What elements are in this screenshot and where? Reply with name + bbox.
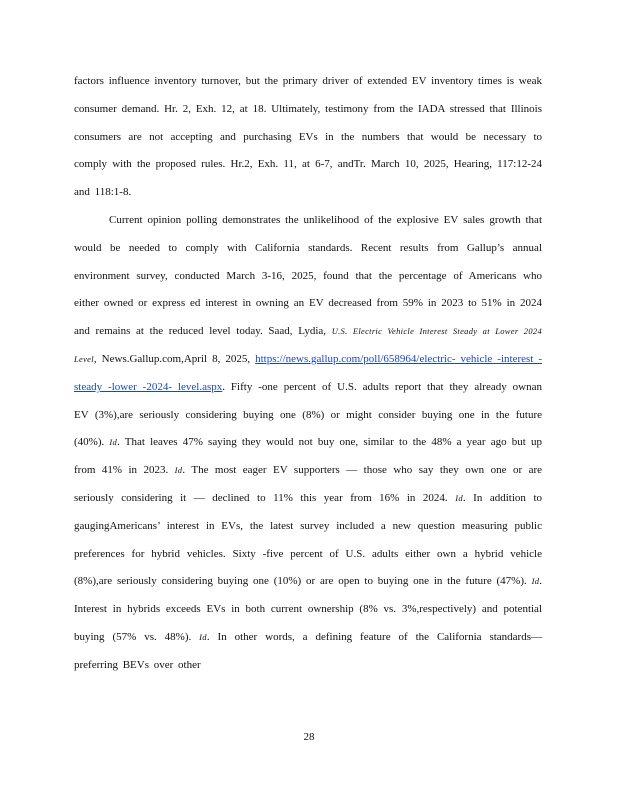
paragraph-2 (74, 207, 542, 680)
body-text (74, 68, 542, 680)
paragraph-1: factors influence inventory turnover, but the primary driver of extended EV inventory times is weak consumer demand. Hr. 2, Exh. 12, at 18. Ultimately, testimony from the IADA stressed that Illinois consumers are not accepting and purchasing EVs in the numbers that would be necessary to comply with the proposed rules. Hr.2, Exh. 11, at 6-7, andTr. March 10, 2025, Hearing, 117:12-24 and 118:1-8. (74, 75, 542, 199)
paragraph-2-text-g: . Interest in hybrids exceeds EVs in both current ownership (8% vs. 3%,respectively) and potential buying (57% vs. 48%). (74, 575, 542, 643)
id-citation-5: Id (199, 631, 207, 642)
id-citation-3: Id (455, 492, 463, 503)
paragraph-2-text-a: Current opinion polling demonstrates the unlikelihood of the explosive EV sales growth that would be needed to comply with California standards. Recent results from Gallup’s annual environment survey, conducted March 3-16, 2025, found that the percentage of Americans who either owned or express ed interest in owning an EV decreased from 59% in 2023 to 51% in 2024 and remains at the reduced level today. Saad, Lydia, (74, 213, 542, 338)
id-citation-4: Id (531, 576, 540, 587)
paragraph-2-text-b: , News.Gallup.com,April 8, 2025, (93, 352, 251, 365)
paragraph-2-text-f: . In addition to gaugingAmericans’ interest in EVs, the latest survey included a new question measuring public preferences for hybrid vehicles. Sixty -five percent of U.S. adults either own a hybrid vehicle (8%),are seriously considering buying one (10%) or are open to buying one in the future (47%). (74, 491, 542, 588)
paragraph-2-text-h: . In other words, a defining feature of the California standards— preferring BEVs over other (74, 630, 542, 671)
gallup-article-link[interactable]: https://news.gallup.com/poll/658964/electric- vehicle -interest -steady -lower -2024- level.aspx (74, 352, 542, 393)
paragraph-2-text-c: . Fifty -one percent of U.S. adults report that they already ownan EV (3%),are seriously considering buying one (8%) or might consider buying one in the future (40%). (74, 380, 542, 449)
paragraph-2-text-e: . The most eager EV supporters — those who say they own one or are seriously considering it — declined to 11% this year from 16% in 2024. (74, 464, 543, 504)
article-title: U.S. Electric Vehicle Interest Steady at Lower 2024 Level (74, 326, 543, 364)
id-citation-2: Id (174, 465, 183, 476)
page-number: 28 (303, 731, 315, 743)
paragraph-2-text-d: . That leaves 47% saying they would not buy one, similar to the 48% a year ago but up from 41% in 2023. (74, 436, 542, 477)
id-citation-1: Id (109, 437, 118, 448)
